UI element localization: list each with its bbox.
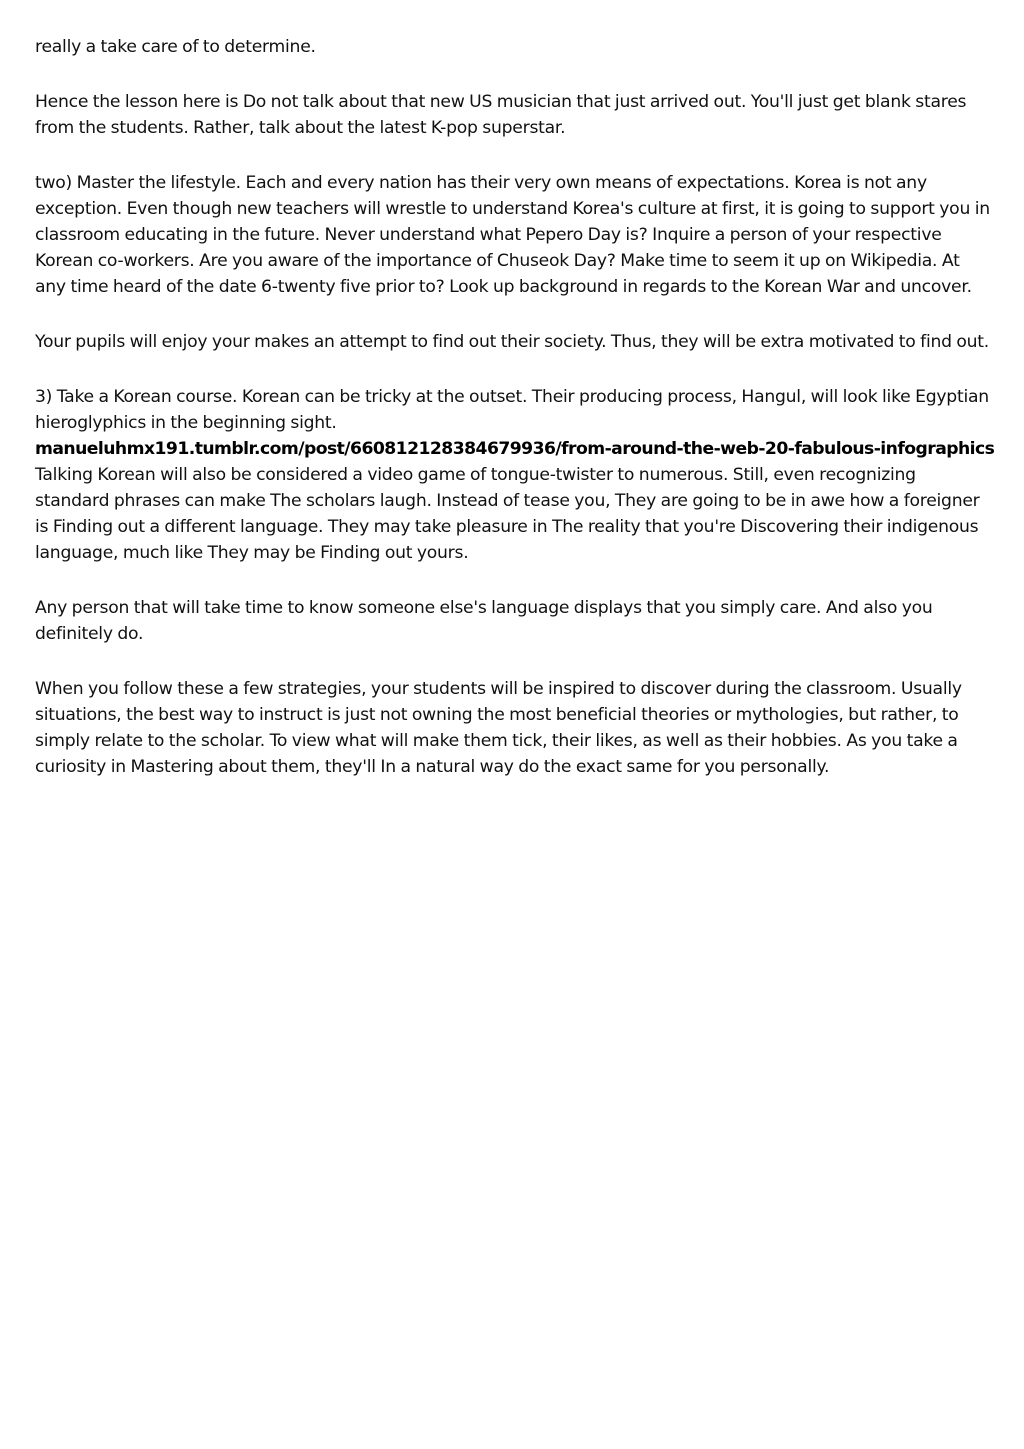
paragraph-2: Hence the lesson here is Do not talk about that new US musician that just arrived out. You'll just get blank stares from the students. Rather, talk about the latest K-pop superstar. xyxy=(35,92,967,138)
paragraph-1: really a take care of to determine. xyxy=(35,37,316,57)
paragraph-7: When you follow these a few strategies, your students will be inspired to discover during the classroom. Usually situations, the best way to instruct is just not owning the most beneficial theories or mythologies, but rather, to simply relate to the scholar. To view what will make them tick, their likes, as well as their hobbies. As you take a curiosity in Mastering about them, they'll In a natural way do the exact same for you personally. xyxy=(35,679,962,777)
paragraph-6: Any person that will take time to know someone else's language displays that you simply care. And also you definitely do. xyxy=(35,598,933,644)
paragraph-5 xyxy=(35,384,993,566)
paragraph-3: two) Master the lifestyle. Each and every nation has their very own means of expectations. Korea is not any exception. Even though new teachers will wrestle to understand Korea's culture at first, it is going to support you in classroom educating in the future. Never understand what Pepero Day is? Inquire a person of your respective Korean co-workers. Are you aware of the importance of Chuseok Day? Make time to seem it up on Wikipedia. At any time heard of the date 6-twenty five prior to? Look up background in regards to the Korean War and uncover. xyxy=(35,173,990,297)
paragraph-5-rest: Talking Korean will also be considered a video game of tongue-twister to numerous. Still, even recognizing standard phrases can make The scholars laugh. Instead of tease you, They are going to be in awe how a foreigner is Finding out a different language. They may take pleasure in The reality that you're Discovering their indigenous language, much like They may be Finding out yours. xyxy=(35,465,980,563)
paragraph-5-intro: 3) Take a Korean course. Korean can be tricky at the outset. Their producing process, Hangul, will look like Egyptian hieroglyphics in the beginning sight. xyxy=(35,387,989,433)
paragraph-4: Your pupils will enjoy your makes an attempt to find out their society. Thus, they will be extra motivated to find out. xyxy=(35,332,989,352)
article-body xyxy=(35,34,993,809)
article-link[interactable]: manueluhmx191.tumblr.com/post/660812128384679936/from-around-the-web-20-fabulous-infographics xyxy=(35,439,995,459)
